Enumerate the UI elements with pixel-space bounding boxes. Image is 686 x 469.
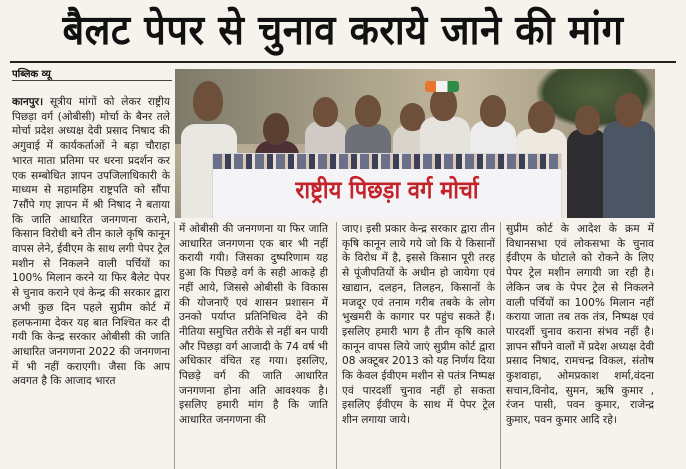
column-divider: [174, 222, 175, 469]
byline-rule: [12, 80, 172, 81]
column-4-text: सुप्रीम कोर्ट के आदेश के क्रम में विधानसभा एवं लोकसभा के चुनाव ईवीएम के घोटाले को रोकने के लिए पेपर ट्रेल मशीन लगायी जा रही है। लेकिन जब के पेपर ट्रेल से निकलने वाली पर्चियों का 100% मिलान नहीं कराया जाता तब तक तंत्र, निष्पक्ष एवं पारदर्शी चुनाव कराना संभव नहीं है। ज्ञापन सौंपने वालों में प्रदेश अध्यक्ष देवी प्रसाद निषाद, रामचन्द्र विकल, संतोष कुशवाहा, ओमप्रकाश शर्मा,वंदना सचान,विनोद, सुमन, ऋषि कुमार , रंजन पासी, पवन कुमार, राजेन्द्र कुमार, पवन कुमार आदि रहे।: [506, 223, 654, 427]
person-head: [615, 93, 643, 127]
person-head: [430, 87, 457, 121]
column-3-text: जाए। इसी प्रकार केन्द्र सरकार द्वारा तीन कृषि कानून लाये गये जो कि ये किसानों के विरोध में है, इससे किसान पूरी तरह से पूंजीपतियों के अधीन हो जायेगा एवं खाद्यान, दलहन, तिलहन, किसानों के मजदूर एवं तनाम गरीब तबके के लोग भुखमरी के कागार पर पहुंच सकते हैं। इसलिए हमारी भाग है तीन कृषि काले कानून वापस लिये जाएं सुप्रीम कोर्ट द्वारा 08 अक्टूबर 2013 को यह निर्णय दिया कि केवल ईवीएम मशीन से पतंत्र निष्पक्ष एवं पारदर्शी चुनाव नहीं हो सकता इसलिए ईवीएम के साथ में पेपर ट्रेल शीन लगाया जाये।: [342, 223, 495, 427]
byline: पब्लिक व्यू: [12, 69, 51, 80]
protest-banner: [212, 153, 562, 218]
article-column-3: [342, 222, 495, 469]
article-column-1: [12, 95, 170, 469]
column-divider: [500, 222, 501, 469]
person-figure: [567, 129, 607, 218]
headline-rule: [10, 61, 676, 63]
article-headline: बैलट पेपर से चुनाव कराये जाने की मांग: [62, 6, 624, 54]
article-column-2: [179, 222, 328, 469]
person-head: [355, 95, 381, 127]
tricolor-cap: [425, 81, 459, 92]
dateline: कानपुर।: [12, 96, 44, 108]
person-head: [575, 105, 600, 135]
person-figure: [603, 121, 655, 218]
person-head: [313, 97, 338, 127]
person-head: [528, 101, 555, 133]
protest-photo: [175, 69, 655, 218]
person-head: [263, 113, 289, 145]
article-column-4: [506, 222, 654, 469]
column-1-text: सूत्रीय मांगों को लेकर राष्ट्रीय पिछड़ा वर्ग (ओबीसी) मोर्चा के बैनर तले मोर्चा प्रदेश अध्यक्ष देवी प्रसाद निषाद की अगुवाई में कार्यकर्ताओं ने बड़ा चौराहा भारत माता प्रतिमा पर धरना प्रदर्शन कर एक सम्बोधित ज्ञापन उपजिलाधिकारी के माध्यम से महामहिम राष्ट्रपति को सौंपा 7सौंपे गए ज्ञापन में श्री निषाद ने बताया कि जाति आधारित जनगणना कराने, किसान विरोधी बने तीन काले कृषि कानून वापस लेने, ईवीएम के साथ लगी पेपर ट्रेल मशीन से निकलने वाली पर्चियों का 100% मिलान करने या फिर बैलेट पेपर से चुनाव कराने एवं केन्द्र की सरकार द्वारा अभी कुछ दिन पहले सुप्रीम कोर्ट में हलफनामा देकर यह बात निश्चित कर दी गयी कि केन्द्र सरकार ओबीसी की जाति आधारित जनगणना 2022 की जनगणना में भी नहीं कराएगी। जैसा कि आप अवगत है कि आजाद भारत: [12, 96, 170, 388]
column-2-text: में ओबीसी की जनगणना या फिर जाति आधारित जनगणना एक बार भी नहीं करायी गयी। जिसका दुष्परिणाम यह हुआ कि पिछड़े वर्ग के सही आकड़े ही नहीं आये, जिससे ओबीसी के विकास की योजनाएँ एवं शासन प्रशासन में उनको पर्याप्त प्रतिनिधित्व देने की नीतिया समुचित तरीके से नहीं बन पायी और पिछड़ा वर्ग आजादी के 74 वर्ष भी अधिकार वंचित रह गया। इसलिए, पिछड़े वर्ग की जाति आधारित जनगणना होना अति आवश्यक है। इसलिए हमारी मांग है कि जाति आधारित जनगणना की: [179, 223, 328, 427]
column-divider: [336, 222, 337, 469]
person-head: [193, 81, 223, 121]
person-head: [480, 95, 506, 127]
banner-title: राष्ट्रीय पिछड़ा वर्ग मोर्चा: [295, 176, 479, 205]
